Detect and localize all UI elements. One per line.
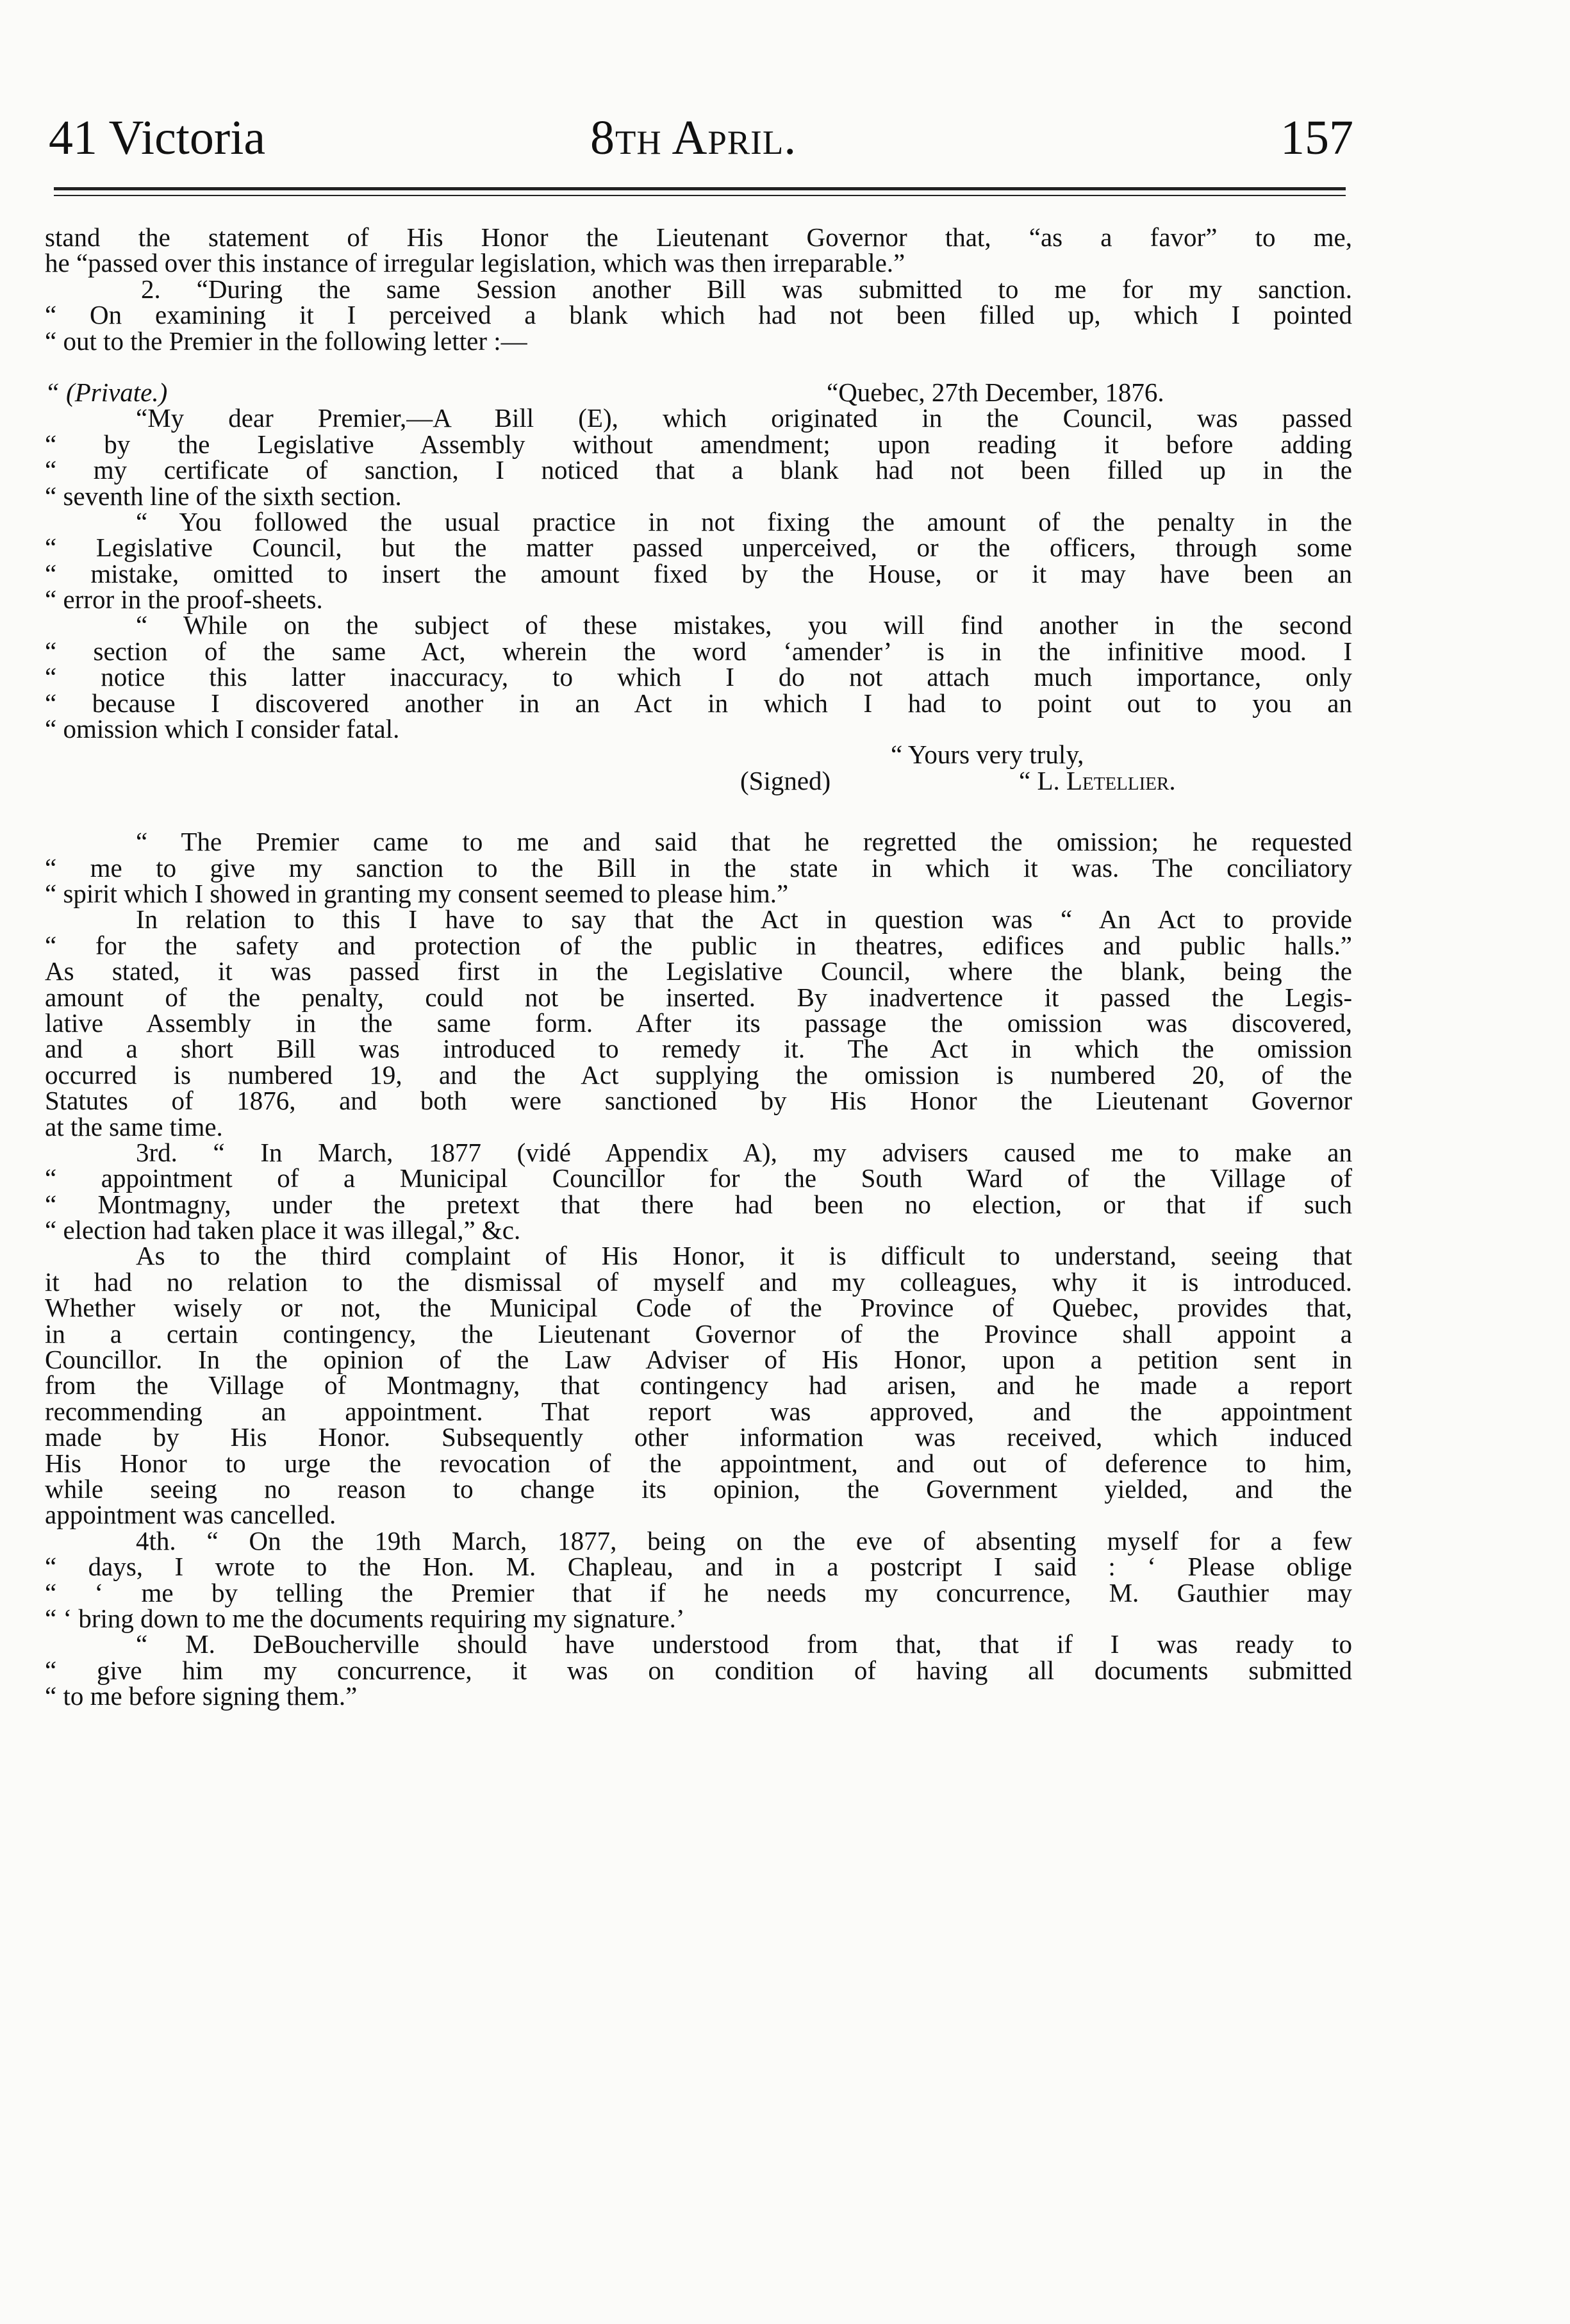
text-line: “ because I discovered another in an Act in which I had to point out to you an xyxy=(45,688,1352,718)
letter-closing xyxy=(45,740,1352,770)
text-line: “ mistake, omitted to insert the amount fixed by the House, or it may have been an xyxy=(45,558,1352,588)
letter-signature xyxy=(45,765,1352,795)
text-line: “ The Premier came to me and said that he regretted the omission; he requested xyxy=(136,827,1352,857)
text-line: “ ‘ me by telling the Premier that if he needs my concurrence, M. Gauthier may xyxy=(45,1577,1352,1607)
text-line: while seeing no reason to change its opinion, the Government yielded, and the xyxy=(45,1473,1352,1504)
text-line: it had no relation to the dismissal of myself and my colleagues, why it is introduced. xyxy=(45,1266,1352,1297)
text-line: As to the third complaint of His Honor, it is difficult to understand, seeing that xyxy=(136,1241,1352,1271)
text-line: “ ‘ bring down to me the documents requiring my signature.’ xyxy=(45,1603,685,1633)
text-line: As stated, it was passed first in the Legislative Council, where the blank, being the xyxy=(45,956,1352,986)
text-line: “ out to the Premier in the following letter :— xyxy=(45,326,527,356)
text-line: recommending an appointment. That report was approved, and the appointment xyxy=(45,1396,1352,1426)
text-line: “ Legislative Council, but the matter passed unperceived, or the officers, through some xyxy=(45,533,1352,563)
text-line: stand the statement of His Honor the Lieutenant Governor that, “as a favor” to me, xyxy=(45,222,1352,252)
spacer xyxy=(45,354,1352,379)
signed-label: (Signed) xyxy=(740,765,831,795)
text-line: “ You followed the usual practice in not fixing the amount of the penalty in the xyxy=(136,506,1352,536)
header-rule-thick xyxy=(54,187,1346,190)
text-line: “ days, I wrote to the Hon. M. Chapleau, and in a postcript I said : ‘ Please oblige xyxy=(45,1552,1352,1582)
text-line: Whether wisely or not, the Municipal Code of the Province of Quebec, provides that, xyxy=(45,1293,1352,1323)
text-line: from the Village of Montmagny, that contingency had arisen, and he made a report xyxy=(45,1370,1352,1400)
body-text xyxy=(45,224,1352,1709)
text-line: “ me to give my sanction to the Bill in the state in which it was. The conciliatory xyxy=(45,852,1352,883)
text-line: “ seventh line of the sixth section. xyxy=(45,481,402,511)
text-line: In relation to this I have to say that the Act in question was “ An Act to provide xyxy=(136,904,1352,934)
text-line: 3rd. “ In March, 1877 (vidé Appendix A), my advisers caused me to make an xyxy=(136,1137,1352,1167)
text-line: “ spirit which I showed in granting my consent seemed to please him.” xyxy=(45,878,789,908)
text-line: he “passed over this instance of irregular legislation, which was then irreparable.” xyxy=(45,248,905,278)
header-date: 8th April. xyxy=(590,111,797,165)
text-line: “ M. DeBoucherville should have understood from that, that if I was ready to xyxy=(136,1629,1352,1659)
text-line: “ notice this latter inaccuracy, to which I do not attach much importance, only xyxy=(45,662,1352,692)
letter-dateline: “Quebec, 27th December, 1876. xyxy=(827,377,1164,407)
text-line: “ for the safety and protection of the public in theatres, edifices and public halls.” xyxy=(45,930,1352,960)
text-line: Councillor. In the opinion of the Law Adviser of His Honor, upon a petition sent in xyxy=(45,1345,1352,1375)
text-line: Statutes of 1876, and both were sanctioned by His Honor the Lieutenant Governor xyxy=(45,1086,1352,1116)
text-line: occurred is numbered 19, and the Act supplying the omission is numbered 20, of the xyxy=(45,1059,1352,1090)
text-line: “ my certificate of sanction, I noticed that a blank had not been filled up in the xyxy=(45,455,1352,485)
text-line: “ by the Legislative Assembly without amendment; upon reading it before adding xyxy=(45,429,1352,459)
text-line: His Honor to urge the revocation of the appointment, and out of deference to him, xyxy=(45,1448,1352,1478)
text-line: “ omission which I consider fatal. xyxy=(45,714,400,744)
text-line: lative Assembly in the same form. After its passage the omission was discovered, xyxy=(45,1008,1352,1038)
text-line: amount of the penalty, could not be inserted. By inadvertence it passed the Legis- xyxy=(45,982,1352,1012)
running-header xyxy=(49,106,1353,170)
text-line: 2. “During the same Session another Bill was submitted to me for my sanction. xyxy=(141,274,1352,304)
text-line: made by His Honor. Subsequently other information was received, which induced xyxy=(45,1422,1352,1452)
text-line: “ section of the same Act, wherein the word ‘amender’ is in the infinitive mood. I xyxy=(45,636,1352,666)
header-rule-thin xyxy=(54,195,1346,196)
text-line: 4th. “ On the 19th March, 1877, being on the eve of absenting myself for a few xyxy=(136,1525,1352,1556)
text-line: at the same time. xyxy=(45,1111,223,1141)
letter-valediction: “ Yours very truly, xyxy=(891,740,1084,770)
text-line: “My dear Premier,—A Bill (E), which originated in the Council, was passed xyxy=(136,403,1352,433)
letter-heading xyxy=(45,379,1352,405)
text-line: “ election had taken place it was illegal,” &c. xyxy=(45,1215,521,1245)
signatory-name: “ L. Letellier. xyxy=(1019,765,1176,795)
text-line: “ Montmagny, under the pretext that there had been no election, or that if such xyxy=(45,1189,1352,1219)
text-line: “ appointment of a Municipal Councillor for the South Ward of the Village of xyxy=(45,1163,1352,1193)
text-line: “ error in the proof-sheets. xyxy=(45,585,323,615)
header-regnal-year: 41 Victoria xyxy=(49,111,266,165)
letter-private-label: “ (Private.) xyxy=(45,377,168,407)
text-line: “ give him my concurrence, it was on condition of having all documents submitted xyxy=(45,1655,1352,1685)
text-line: and a short Bill was introduced to remedy it. The Act in which the omission xyxy=(45,1034,1352,1064)
spacer xyxy=(45,793,1352,829)
text-line: “ On examining it I perceived a blank which had not been filled up, which I pointed xyxy=(45,300,1352,330)
text-line: in a certain contingency, the Lieutenant Governor of the Province shall appoint a xyxy=(45,1318,1352,1349)
text-line: appointment was cancelled. xyxy=(45,1500,336,1530)
page-number: 157 xyxy=(1280,111,1353,165)
text-line: “ to me before signing them.” xyxy=(45,1681,358,1711)
text-line: “ While on the subject of these mistakes, you will find another in the second xyxy=(136,610,1352,640)
